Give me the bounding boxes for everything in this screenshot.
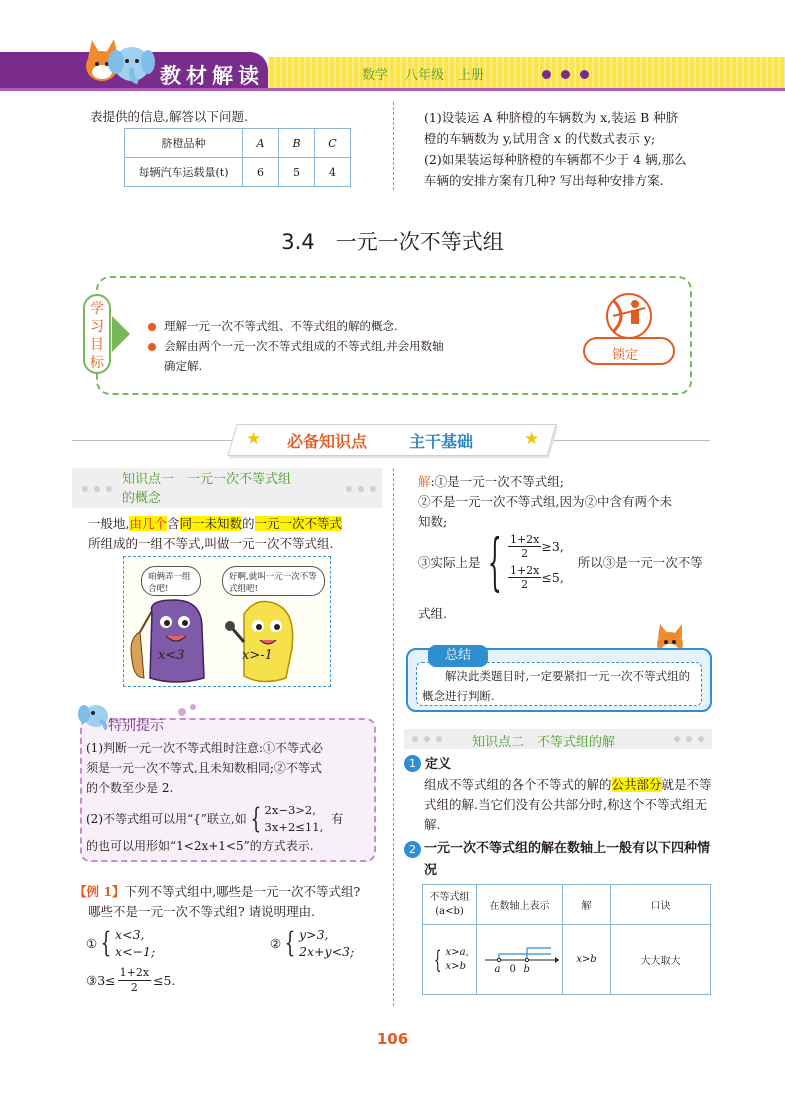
system-lines bbox=[508, 533, 564, 591]
table-header-cell: 口诀 bbox=[611, 885, 711, 925]
system-line: x>a, bbox=[445, 946, 469, 958]
header-grade: 八年级 bbox=[405, 68, 445, 83]
summary-tag: 总结 bbox=[428, 645, 488, 667]
def-text: 的 bbox=[242, 516, 255, 531]
header-subject: 数学 bbox=[362, 68, 389, 83]
option-text: ≤5. bbox=[153, 973, 176, 988]
question-line: 车辆的安排方案有几种? 写出每种安排方案. bbox=[424, 173, 664, 188]
brace-icon: { bbox=[487, 525, 502, 598]
table-cell: 4 bbox=[315, 158, 351, 187]
star-icon: ★ bbox=[524, 429, 540, 449]
def-text: 含 bbox=[167, 516, 180, 531]
axis-label: 0 bbox=[509, 963, 516, 975]
column-divider bbox=[393, 102, 394, 190]
solution-label: 解 bbox=[418, 474, 431, 489]
brace-icon: { bbox=[250, 802, 261, 835]
dot-icon bbox=[436, 736, 442, 742]
system-line bbox=[508, 564, 564, 591]
solution-text-line: 所以③是一元一次不等 bbox=[577, 555, 703, 570]
tip-system bbox=[265, 802, 324, 836]
table-cell: x>b bbox=[563, 925, 611, 995]
option-2 bbox=[270, 926, 354, 960]
system-cell bbox=[426, 946, 473, 974]
fraction-numerator: 1+2x bbox=[509, 533, 540, 546]
speech-bubble: 好啊,就叫一元一次不等式组吧! bbox=[222, 566, 325, 596]
bullet-icon bbox=[148, 323, 156, 331]
knowledge-point-title: 知识点二 不等式组的解 bbox=[472, 735, 616, 750]
example-question: 哪些不是一元一次不等式组? 请说明理由. bbox=[88, 904, 316, 919]
learning-goals-tag bbox=[83, 294, 111, 374]
table-row bbox=[125, 129, 351, 158]
header-dot-icon bbox=[561, 70, 570, 79]
def-text: 组成不等式组的各个不等式的解的 bbox=[424, 777, 612, 792]
section-title: 3.4 一元一次不等式组 bbox=[281, 230, 504, 254]
question-line: (1)设装运 A 种脐橙的车辆数为 x,装运 B 种脐 bbox=[424, 110, 679, 125]
dot-icon bbox=[94, 486, 100, 492]
cases-table bbox=[422, 884, 711, 995]
top-questions bbox=[424, 107, 724, 191]
character-label: x>-1 bbox=[242, 648, 273, 663]
system-line: 2x−3>2, bbox=[264, 803, 316, 817]
goal-arrow-icon bbox=[112, 316, 130, 352]
system-line: 2x+y<3; bbox=[299, 944, 355, 959]
question-line: 橙的车辆数为 y,试用含 x 的代数式表示 y; bbox=[424, 131, 656, 146]
special-tip-title: 特别提示 bbox=[108, 718, 164, 734]
example-line bbox=[74, 882, 394, 902]
def-highlight: 由几个 bbox=[129, 516, 167, 531]
brand-title: 教材解读 bbox=[160, 63, 264, 88]
solution-text-line: ③实际上是 bbox=[418, 555, 481, 570]
table-cell: B bbox=[279, 129, 315, 158]
dot-icon bbox=[178, 708, 186, 716]
dot-icon bbox=[424, 736, 430, 742]
example-tag: 【例 1】 bbox=[74, 884, 125, 899]
solution-line: 式组. bbox=[418, 606, 447, 621]
dot-icon bbox=[674, 736, 680, 742]
goal-tag-char: 习 bbox=[90, 319, 104, 335]
tip-text: (2)不等式组可以用“{”联立,如 bbox=[86, 812, 247, 826]
lock-label: 锁定 bbox=[612, 348, 639, 363]
number-line-axis-icon bbox=[481, 942, 559, 966]
brace-icon: { bbox=[284, 926, 296, 959]
header-underline bbox=[0, 88, 785, 91]
fraction bbox=[508, 533, 541, 560]
dot-icon bbox=[698, 736, 704, 742]
option-system bbox=[299, 926, 354, 960]
banner-title-part1: 必备知识点 bbox=[287, 432, 368, 451]
axis-label: b bbox=[523, 963, 530, 975]
number-badge: 1 bbox=[404, 755, 421, 772]
brace-icon: { bbox=[434, 945, 442, 974]
option-3 bbox=[86, 966, 175, 995]
goal-tag-char: 学 bbox=[90, 301, 104, 317]
mascot-animals-icon bbox=[80, 36, 155, 88]
kp-title-line: 知识点一 一元一次不等式组 bbox=[122, 472, 292, 487]
solution-line: 知数; bbox=[418, 514, 448, 529]
goal-item bbox=[148, 336, 508, 356]
solution-text-line: :①是一元一次不等式组; bbox=[430, 474, 564, 489]
goal-tag-char: 标 bbox=[90, 355, 104, 371]
table-cell: 大大取大 bbox=[611, 925, 711, 995]
dot-icon bbox=[106, 486, 112, 492]
table-header-cell: 解 bbox=[563, 885, 611, 925]
knowledge-point-title bbox=[122, 470, 362, 508]
system-lines bbox=[446, 946, 469, 974]
banner-box bbox=[227, 424, 556, 456]
tip-line: (1)判断一元一次不等式组时注意:①不等式必 bbox=[86, 741, 324, 755]
kp-title-line: 的概念 bbox=[122, 491, 162, 506]
table-cell bbox=[423, 925, 477, 995]
system-line: x<3, bbox=[115, 927, 145, 942]
def-highlight: 公共部分 bbox=[611, 777, 662, 792]
tip-line bbox=[86, 802, 372, 836]
option-1 bbox=[86, 926, 155, 960]
table-cell bbox=[477, 925, 563, 995]
fraction-numerator: 1+2x bbox=[119, 966, 150, 979]
dot-icon bbox=[412, 736, 418, 742]
page-number: 106 bbox=[376, 1030, 409, 1048]
def-highlight: 同一未知数 bbox=[179, 516, 243, 531]
brace-icon: { bbox=[100, 926, 112, 959]
tip-text: 有 bbox=[331, 812, 344, 826]
table-cell: 脐橙品种 bbox=[125, 129, 243, 158]
tip-line: 的也可以用形如“1<2x+1<5”的方式表示. bbox=[86, 839, 314, 853]
summary-text: 解决此类题目时,一定要紧扣一元一次不等式组的概念进行判断. bbox=[422, 669, 691, 703]
cartoon-characters-icon bbox=[126, 598, 330, 686]
tip-line: 须是一元一次不等式,且未知数相同;②不等式 bbox=[86, 761, 322, 775]
goal-list bbox=[148, 316, 508, 376]
solution-text bbox=[418, 472, 718, 532]
banner-title-part2: 主干基础 bbox=[409, 432, 474, 451]
definition-body bbox=[424, 775, 714, 835]
def-text: 一般地, bbox=[88, 516, 130, 531]
speech-bubble: 咱俩弄一组合吧! bbox=[141, 566, 201, 596]
bullet-icon bbox=[148, 343, 156, 351]
table-cell: 5 bbox=[279, 158, 315, 187]
orange-load-table bbox=[124, 128, 351, 187]
header-dot-icon bbox=[542, 70, 551, 79]
table-header-cell: 在数轴上表示 bbox=[477, 885, 563, 925]
fraction-denominator: 2 bbox=[521, 547, 529, 560]
system-line: x<−1; bbox=[115, 944, 156, 959]
table-row bbox=[423, 885, 711, 925]
header-band-yellow bbox=[268, 57, 785, 89]
dot-icon bbox=[190, 704, 196, 710]
goal-item bbox=[148, 316, 508, 336]
table-row bbox=[125, 158, 351, 187]
table-cell: A bbox=[243, 129, 279, 158]
example-1 bbox=[74, 882, 394, 922]
goal-item-text: 理解一元一次不等式组、不等式组的解的概念. bbox=[164, 319, 398, 333]
axis-label: a bbox=[494, 963, 501, 975]
goal-tag-char: 目 bbox=[90, 337, 104, 353]
system-line: x>b bbox=[445, 960, 466, 972]
fraction-denominator: 2 bbox=[521, 578, 529, 591]
table-cell: 6 bbox=[243, 158, 279, 187]
definition-heading: 定义 bbox=[425, 757, 452, 772]
table-row bbox=[423, 925, 711, 995]
solution-line bbox=[418, 472, 718, 492]
fraction bbox=[118, 966, 151, 995]
table-cell: C bbox=[315, 129, 351, 158]
system-line: 3x+2≤11, bbox=[264, 820, 324, 834]
system-text: ≤5, bbox=[541, 570, 564, 585]
table-header-cell bbox=[423, 885, 477, 925]
def-highlight: 一元一次不等式 bbox=[254, 516, 343, 531]
system-line bbox=[508, 533, 564, 560]
goal-item-text: 会解由两个一元一次不等式组成的不等式组,并会用数轴 bbox=[164, 339, 444, 353]
option-system bbox=[115, 926, 155, 960]
solution-system bbox=[418, 525, 703, 598]
system-text: ≥3, bbox=[541, 539, 564, 554]
header-text: 不等式组 bbox=[429, 891, 470, 903]
option-label: ① bbox=[86, 935, 98, 951]
fraction-denominator: 2 bbox=[130, 981, 138, 994]
header-dot-icon bbox=[580, 70, 589, 79]
system-line: y>3, bbox=[299, 927, 329, 942]
header-text: (a<b) bbox=[435, 905, 464, 917]
dot-icon bbox=[82, 486, 88, 492]
elephant-mascot-icon bbox=[78, 698, 112, 730]
def-text: 就是不等式组的解.当它们没有公共部分时,称这个不等式组无解. bbox=[424, 777, 712, 832]
solution-line: ②不是一元一次不等式组,因为②中含有两个未 bbox=[418, 494, 672, 509]
def-text: 所组成的一组不等式,叫做一元一次不等式组. bbox=[88, 536, 334, 551]
star-icon: ★ bbox=[246, 429, 262, 449]
dot-icon bbox=[686, 736, 692, 742]
header-volume: 上册 bbox=[458, 68, 485, 83]
column-divider bbox=[393, 468, 394, 1006]
example-question: 下列不等式组中,哪些是一元一次不等式组? bbox=[124, 884, 361, 899]
option-label: ③3≤ bbox=[86, 973, 116, 988]
number-badge: 2 bbox=[404, 841, 421, 858]
fraction-numerator: 1+2x bbox=[509, 564, 540, 577]
number-line bbox=[481, 942, 559, 978]
table-cell: 每辆汽车运载量(t) bbox=[125, 158, 243, 187]
character-label: x<3 bbox=[158, 648, 185, 663]
tip-line: 的个数至少是 2. bbox=[86, 781, 174, 795]
option-label: ② bbox=[270, 935, 282, 951]
definition-text bbox=[88, 514, 388, 554]
cases-heading: 一元一次不等式组的解在数轴上一般有以下四种情况 bbox=[424, 841, 711, 878]
goal-item-text: 确定解. bbox=[164, 359, 203, 373]
intro-text: 表提供的信息,解答以下问题. bbox=[90, 109, 248, 124]
fraction bbox=[508, 564, 541, 591]
dot-icon bbox=[370, 486, 376, 492]
question-line: (2)如果装运每种脐橙的车辆都不少于 4 辆,那么 bbox=[424, 152, 687, 167]
special-tip-body bbox=[86, 738, 372, 856]
